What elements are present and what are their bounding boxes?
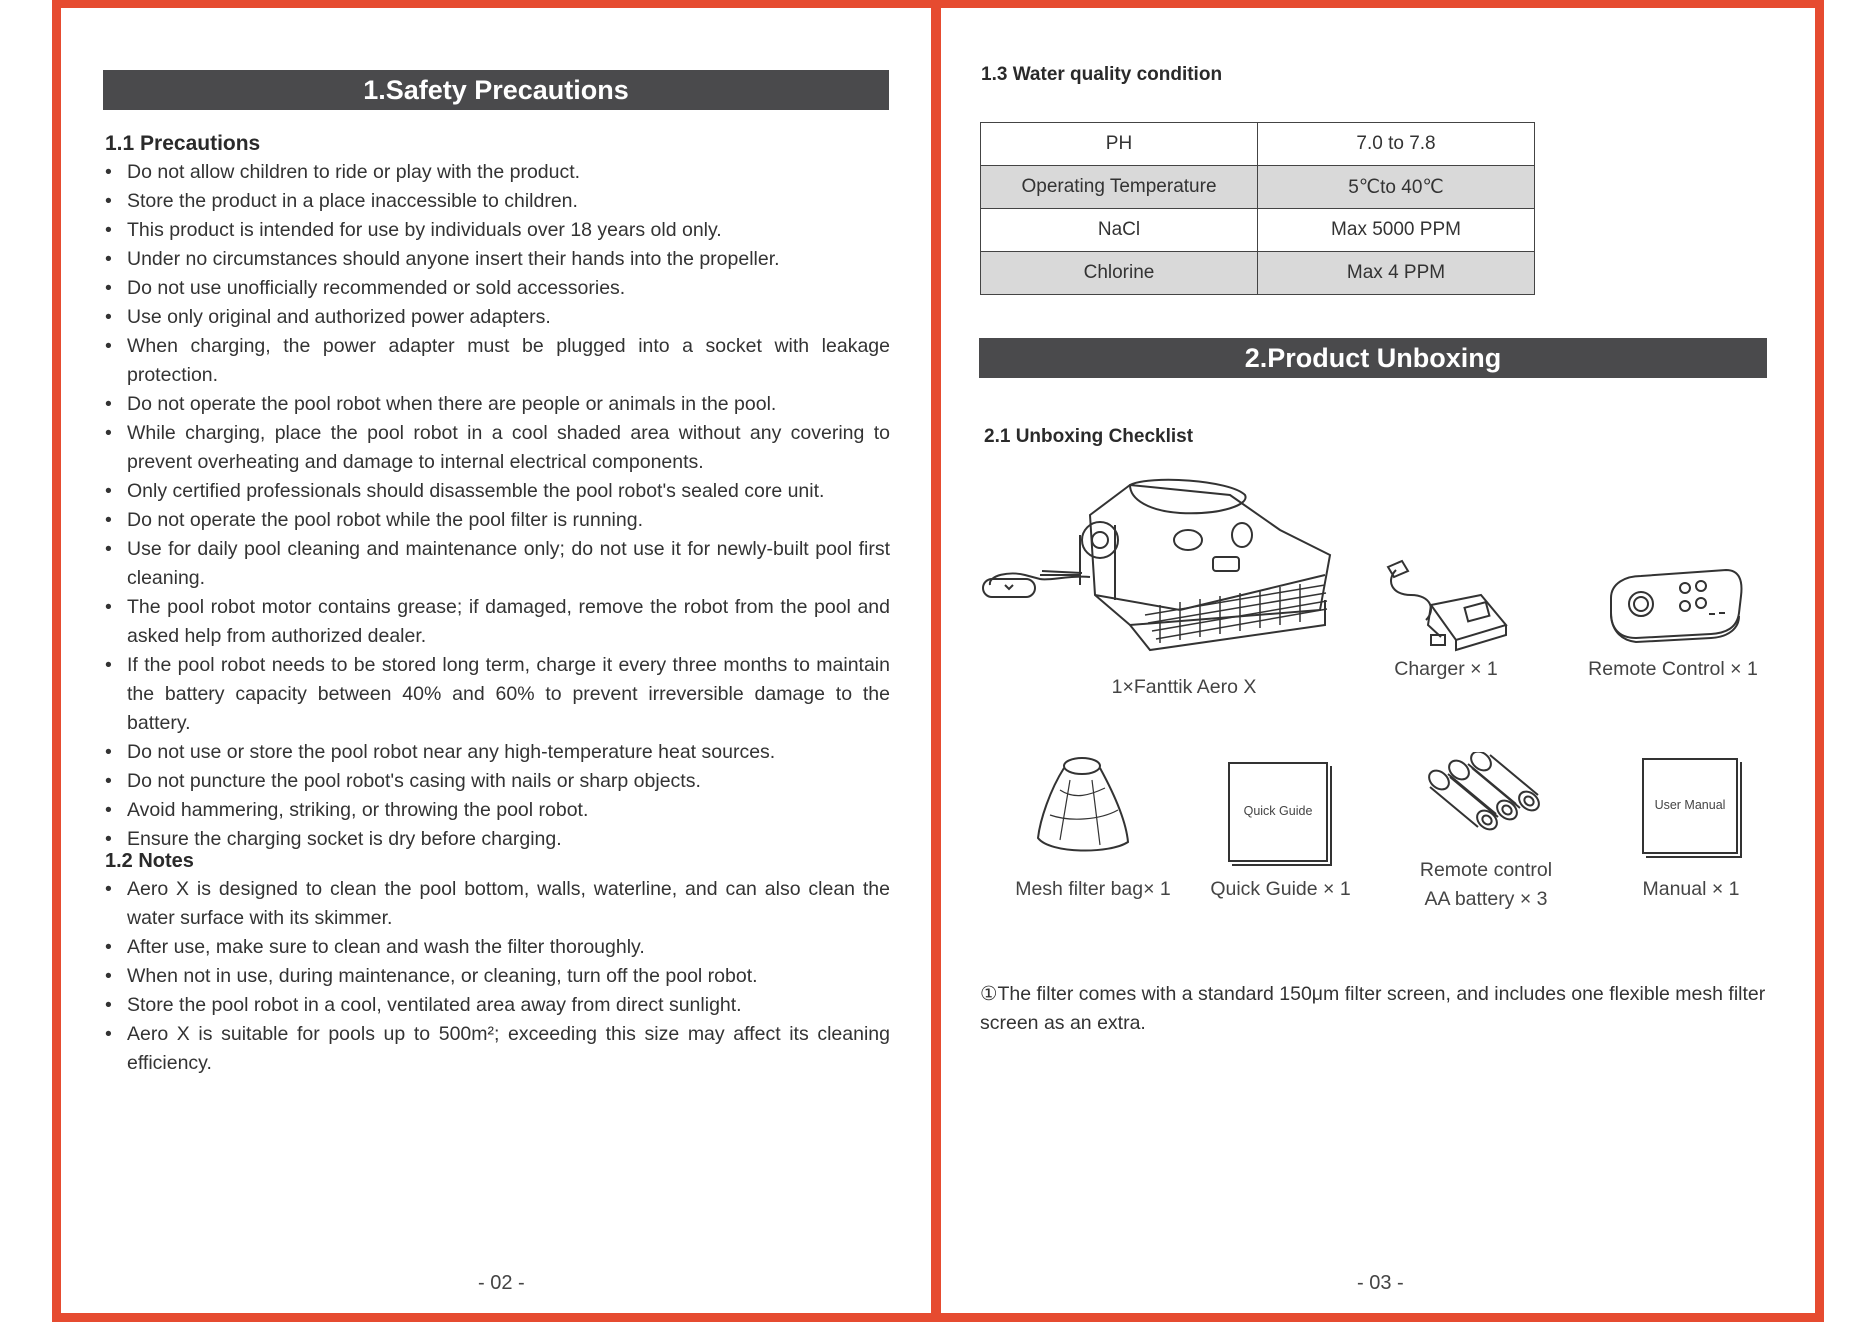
bullet-icon: • (105, 1023, 112, 1045)
mesh-filter-bag-illustration (1030, 750, 1140, 860)
list-item (105, 158, 890, 187)
precautions-list (105, 158, 890, 854)
list-item (105, 991, 890, 1020)
aa-battery-illustration (1416, 752, 1546, 852)
page-03 (946, 10, 1818, 1310)
bullet-icon: • (105, 480, 112, 502)
list-item (105, 767, 890, 796)
mesh-filter-bag-caption: Mesh filter bag× 1 (1015, 878, 1171, 900)
bullet-icon: • (105, 538, 112, 560)
list-item (105, 216, 890, 245)
quick-guide-illustration (1228, 762, 1328, 862)
safety-precautions-banner: 1.Safety Precautions (103, 70, 889, 110)
water-quality-title: 1.3 Water quality condition (981, 64, 1223, 85)
table-cell: Operating Temperature (981, 166, 1258, 209)
bullet-icon: • (105, 248, 112, 270)
bullet-icon: • (105, 994, 112, 1016)
page-02 (62, 10, 936, 1310)
list-item (105, 506, 890, 535)
aa-battery-caption (1401, 856, 1571, 914)
bullet-icon: • (105, 335, 112, 357)
bullet-icon: • (105, 741, 112, 763)
table-cell: Max 5000 PPM (1258, 209, 1535, 252)
bullet-icon: • (105, 799, 112, 821)
list-item-text: Aero X is designed to clean the pool bottom, walls, waterline, and can also clean the water surface with its skimmer. (127, 878, 890, 929)
bullet-icon: • (105, 422, 112, 444)
frame-left-border (52, 0, 61, 1322)
list-item-text: When charging, the power adapter must be plugged into a socket with leakage protection. (127, 335, 890, 386)
remote-control-illustration (1601, 558, 1751, 658)
table-row (981, 209, 1535, 252)
bullet-icon: • (105, 190, 112, 212)
quick-guide-caption: Quick Guide × 1 (1210, 878, 1351, 900)
bullet-icon: • (105, 770, 112, 792)
table-cell: 7.0 to 7.8 (1258, 123, 1535, 166)
user-manual-illustration (1642, 758, 1738, 854)
list-item-text: Use only original and authorized power adapters. (127, 306, 551, 328)
list-item-text: Do not operate the pool robot when there are people or animals in the pool. (127, 393, 777, 415)
table-cell: PH (981, 123, 1258, 166)
table-cell: NaCl (981, 209, 1258, 252)
list-item (105, 303, 890, 332)
aa-battery-caption-line1: Remote control (1419, 859, 1553, 881)
bullet-icon: • (105, 219, 112, 241)
list-item (105, 332, 890, 390)
page-number: - 02 - (478, 1272, 525, 1294)
list-item (105, 390, 890, 419)
list-item (105, 1020, 890, 1078)
charger-illustration (1376, 555, 1516, 665)
list-item-text: Do not operate the pool robot while the pool filter is running. (127, 509, 643, 531)
list-item (105, 535, 890, 593)
table-row (981, 123, 1535, 166)
user-manual-cover-text: User Manual (1654, 798, 1726, 812)
list-item (105, 419, 890, 477)
list-item-text: Do not use or store the pool robot near any high-temperature heat sources. (127, 741, 776, 763)
notes-title: 1.2 Notes (105, 850, 194, 872)
list-item-text: This product is intended for use by individuals over 18 years old only. (127, 219, 722, 241)
bullet-icon: • (105, 277, 112, 299)
list-item-text: Do not use unofficially recommended or sold accessories. (127, 277, 626, 299)
list-item-text: After use, make sure to clean and wash the filter thoroughly. (127, 936, 645, 958)
list-item-text: Only certified professionals should disassemble the pool robot's sealed core unit. (127, 480, 825, 502)
bullet-icon: • (105, 393, 112, 415)
water-quality-table (980, 122, 1535, 295)
list-item-text: Use for daily pool cleaning and maintenance only; do not use it for newly-built pool first cleaning. (127, 538, 890, 589)
bullet-icon: • (105, 654, 112, 676)
list-item-text: When not in use, during maintenance, or cleaning, turn off the pool robot. (127, 965, 758, 987)
list-item (105, 245, 890, 274)
bullet-icon: • (105, 828, 112, 850)
product-unboxing-banner: 2.Product Unboxing (979, 338, 1767, 378)
table-cell: 5℃to 40℃ (1258, 166, 1535, 209)
bullet-icon: • (105, 965, 112, 987)
list-item-text: Do not puncture the pool robot's casing with nails or sharp objects. (127, 770, 701, 792)
pool-robot-illustration (980, 475, 1360, 665)
notes-list (105, 875, 890, 1078)
list-item (105, 825, 890, 854)
list-item (105, 738, 890, 767)
table-row (981, 166, 1535, 209)
list-item (105, 187, 890, 216)
table-row (981, 252, 1535, 295)
list-item (105, 875, 890, 933)
quick-guide-cover-text: Quick Guide (1243, 804, 1313, 818)
aa-battery-caption-line2: AA battery × 3 (1424, 888, 1548, 910)
list-item (105, 933, 890, 962)
page-number: - 03 - (1357, 1272, 1404, 1294)
list-item (105, 962, 890, 991)
remote-control-caption: Remote Control × 1 (1588, 658, 1758, 680)
robot-caption: 1×Fanttik Aero X (1111, 676, 1257, 698)
list-item-text: If the pool robot needs to be stored long term, charge it every three months to maintain the battery capacity between 40% and 60% to prevent irreversible damage to the battery. (127, 654, 890, 734)
precautions-title: 1.1 Precautions (105, 132, 261, 155)
bullet-icon: • (105, 306, 112, 328)
manual-caption: Manual × 1 (1642, 878, 1740, 900)
list-item-text: Aero X is suitable for pools up to 500m²; exceeding this size may affect its cleaning efficiency. (127, 1023, 890, 1074)
unboxing-checklist-title: 2.1 Unboxing Checklist (984, 426, 1194, 447)
filter-footnote: ①The filter comes with a standard 150μm filter screen, and includes one flexible mesh filter screen as an extra. (980, 983, 1766, 1034)
bullet-icon: • (105, 878, 112, 900)
table-cell: Chlorine (981, 252, 1258, 295)
list-item-text: Ensure the charging socket is dry before charging. (127, 828, 562, 850)
list-item-text: The pool robot motor contains grease; if damaged, remove the robot from the pool and asked help from authorized dealer. (127, 596, 890, 647)
list-item (105, 593, 890, 651)
bullet-icon: • (105, 936, 112, 958)
list-item (105, 796, 890, 825)
bullet-icon: • (105, 596, 112, 618)
list-item-text: Store the pool robot in a cool, ventilated area away from direct sunlight. (127, 994, 742, 1016)
list-item-text: Avoid hammering, striking, or throwing the pool robot. (127, 799, 589, 821)
list-item (105, 651, 890, 738)
list-item (105, 274, 890, 303)
charger-caption: Charger × 1 (1394, 658, 1498, 680)
bullet-icon: • (105, 509, 112, 531)
list-item-text: While charging, place the pool robot in a cool shaded area without any covering to prevent overheating and damage to internal electrical components. (127, 422, 890, 473)
list-item-text: Under no circumstances should anyone insert their hands into the propeller. (127, 248, 780, 270)
list-item-text: Do not allow children to ride or play with the product. (127, 161, 581, 183)
table-cell: Max 4 PPM (1258, 252, 1535, 295)
bullet-icon: • (105, 161, 112, 183)
list-item-text: Store the product in a place inaccessible to children. (127, 190, 578, 212)
list-item (105, 477, 890, 506)
